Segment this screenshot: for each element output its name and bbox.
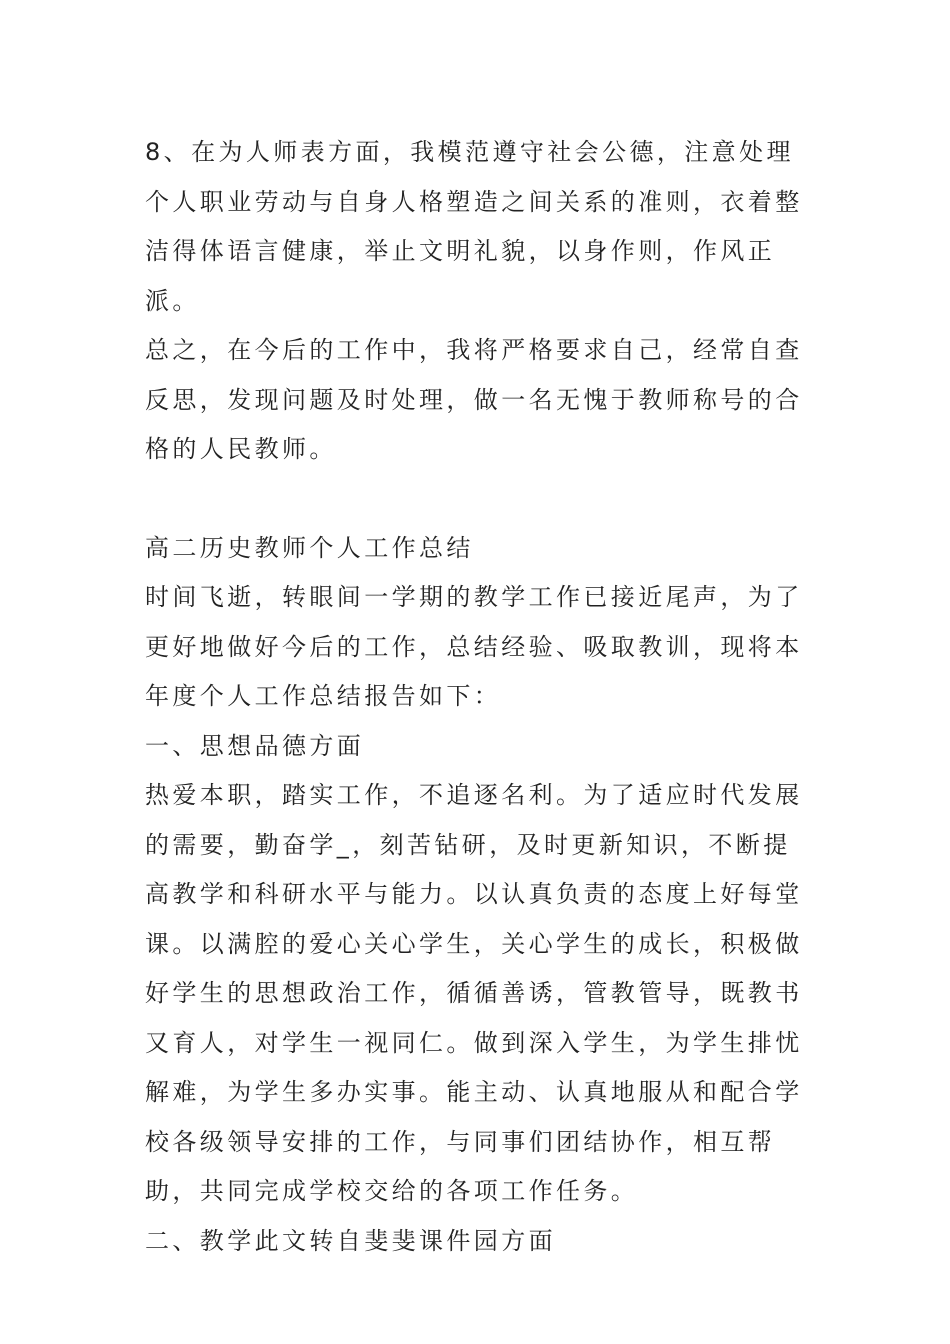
heading-ideology: 一、思想品德方面	[145, 731, 365, 760]
section-title: 高二历史教师个人工作总结	[145, 533, 474, 562]
paragraph-gap	[145, 475, 810, 524]
document-body	[145, 128, 810, 1266]
paragraph-conclusion: 总之，在今后的工作中，我将严格要求自己，经常自查反思，发现问题及时处理，做一名无愧于教师称号的合格的人民教师。	[145, 336, 803, 463]
heading-teaching: 二、教学此文转自斐斐课件园方面	[145, 1226, 556, 1255]
paragraph-teacher-conduct: 8、在为人师表方面，我模范遵守社会公德，注意处理个人职业劳动与自身人格塑造之间关系的准则，衣着整洁得体语言健康，举止文明礼貌，以身作则，作风正派。	[145, 138, 803, 315]
paragraph-ideology: 热爱本职，踏实工作，不追逐名利。为了适应时代发展的需要，勤奋学_，刻苦钻研，及时更新知识，不断提高教学和科研水平与能力。以认真负责的态度上好每堂课。以满腔的爱心关心学生，关心学生的成长，积极做好学生的思想政治工作，循循善诱，管教管导，既教书又育人，对学生一视同仁。做到深入学生，为学生排忧解难，为学生多办实事。能主动、认真地服从和配合学校各级领导安排的工作，与同事们团结协作，相互帮助，共同完成学校交给的各项工作任务。	[145, 781, 803, 1205]
paragraph-intro: 时间飞逝，转眼间一学期的教学工作已接近尾声，为了更好地做好今后的工作，总结经验、吸取教训，现将本年度个人工作总结报告如下：	[145, 583, 803, 710]
